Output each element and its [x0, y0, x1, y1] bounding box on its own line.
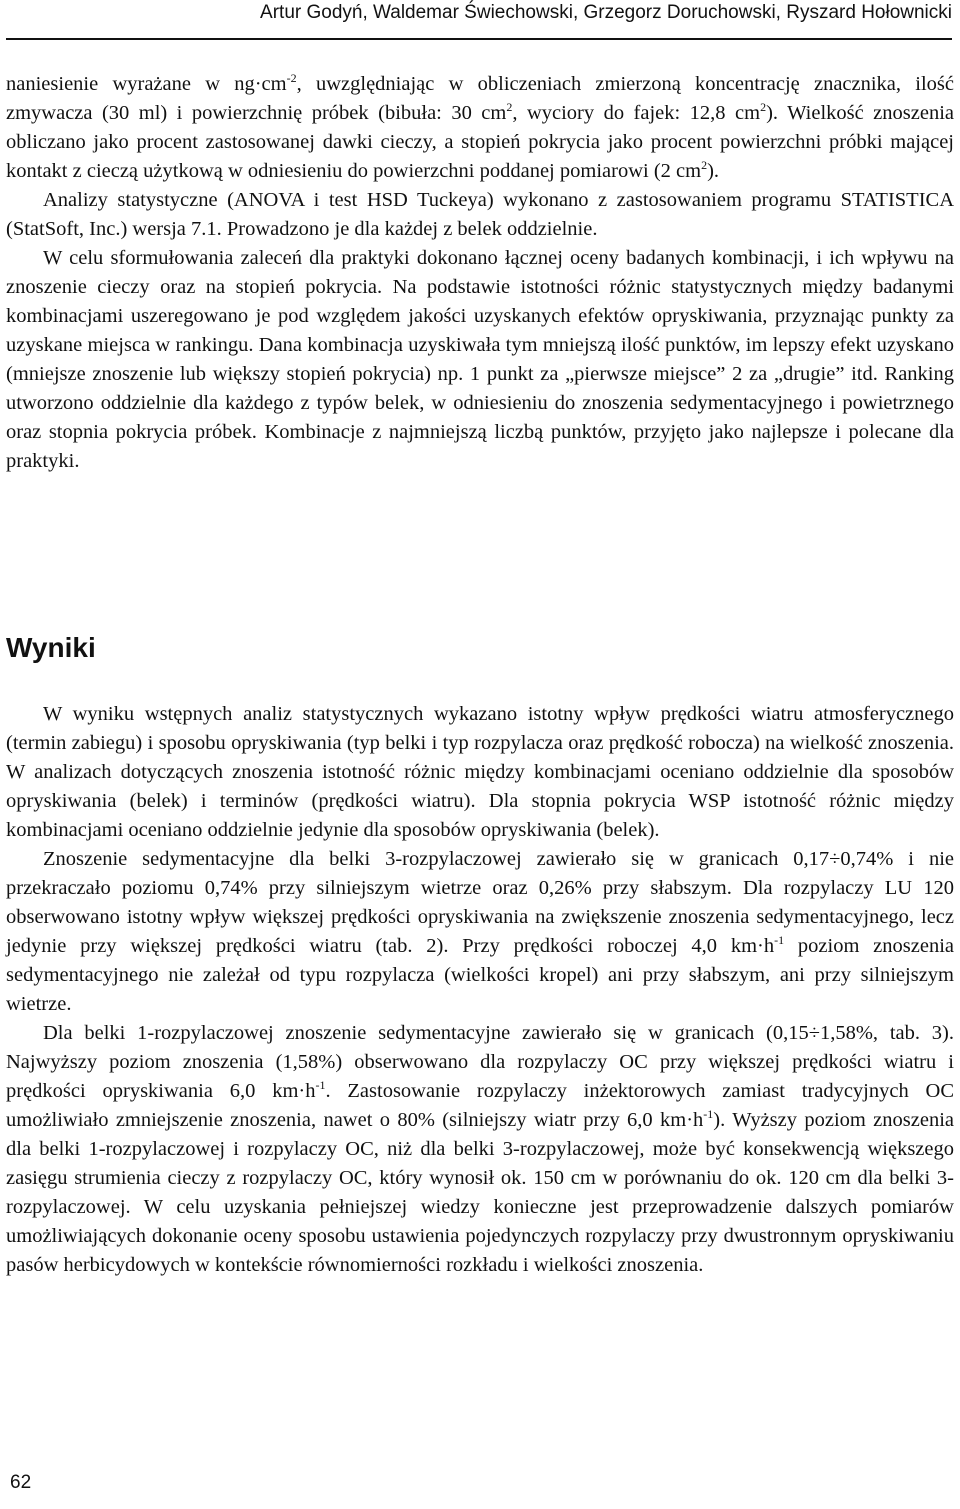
results-section — [6, 700, 954, 1280]
paragraph-statistics: Analizy statystyczne (ANOVA i test HSD Tuckeya) wykonano z zastosowaniem programu STATISTICA (StatSoft, Inc.) wersja 7.1. Prowadzono je dla każdej z belek oddzielnie. — [6, 189, 954, 240]
page-number: 62 — [10, 1472, 32, 1493]
running-header-authors: Artur Godyń, Waldemar Świechowski, Grzegorz Doruchowski, Ryszard Hołownicki — [260, 2, 952, 23]
paragraph-results-intro: W wyniku wstępnych analiz statystycznych wykazano istotny wpływ prędkości wiatru atmosferycznego (termin zabiegu) i sposobu opryskiwania (typ belki i typ rozpylacza oraz prędkość robocza) na wielkość znoszenia. W analizach dotyczących znoszenia istotność różnic między kombinacjami oceniano oddzielnie dla sposobów opryskiwania (belek) i terminów (prędkości wiatru). Dla stopnia pokrycia WSP istotność różnic między kombinacjami oceniano oddzielnie jedynie dla sposobów opryskiwania (belek). — [6, 703, 954, 841]
paragraph-sedimentation-3-nozzle: Znoszenie sedymentacyjne dla belki 3-rozpylaczowej zawierało się w granicach 0,17÷0,74% i nie przekraczało poziomu 0,74% przy silniejszym wietrze oraz 0,26% przy słabszym. Dla rozpylaczy LU 120 obserwowano istotny wpływ większej prędkości opryskiwania na zwiększenie znoszenia sedymentacyjnego, lecz jedynie przy większej prędkości wiatru (tab. 2). Przy prędkości roboczej 4,0 $km\cdot h^{-1}$ poziom znoszenia sedymentacyjnego nie zależał od typu rozpylacza (wielkości kropel) ani przy słabszym, ani przy silniejszym wietrze. — [6, 848, 955, 1015]
paragraph-ranking: W celu sformułowania zaleceń dla praktyki dokonano łącznej oceny badanych kombinacji, i ich wpływu na znoszenie cieczy oraz na stopień pokrycia. Na podstawie istotności różnic statystycznych między badanymi kombinacjami uszeregowano je pod względem jakości uzyskanych efektów opryskiwania, przyznając punkty za uzyskane miejsca w rankingu. Dana kombinacja uzyskiwała tym mniejszą ilość punktów, im lepszy efekt uzyskano (mniejsze znoszenie lub większy stopień pokrycia) np. 1 punkt za „pierwsze miejsce” 2 za „drugie” itd. Ranking utworzono oddzielnie dla każdego z typów belek, w odniesieniu do znoszenia sedymentacyjnego i powietrznego oraz stopnia pokrycia próbek. Kombinacje z najmniejszą liczbą punktów, przyjęto jako najlepsze i polecane dla praktyki. — [6, 247, 954, 472]
header-rule — [6, 38, 952, 40]
methods-section — [6, 70, 954, 476]
section-heading-wyniki: Wyniki — [6, 632, 96, 663]
paragraph-naniesienie: naniesienie wyrażane w $ng\cdot cm^{-2}$, uwzględniając w obliczeniach zmierzoną koncentrację znacznika, ilość zmywacza (30 ml) i powierzchnię próbek (bibuła: 30 $cm^2$, wyciory do fajek: 12,8 $cm^2$). Wielkość znoszenia obliczano jako procent zastosowanej dawki cieczy, a stopień pokrycia jako procent powierzchni próbki mającej kontakt z cieczą użytkową w odniesieniu do powierzchni poddanej pomiarowi (2 $cm^2$). — [6, 71, 955, 182]
paragraph-sedimentation-1-nozzle: Dla belki 1-rozpylaczowej znoszenie sedymentacyjne zawierało się w granicach (0,15÷1,58%, tab. 3). Najwyższy poziom znoszenia (1,58%) obserwowano dla rozpylaczy OC przy większej prędkości wiatru i prędkości opryskiwania 6,0 $km\cdot h^{-1}$. Zastosowanie rozpylaczy inżektorowych zamiast tradycyjnych OC umożliwiało zmniejszenie znoszenia, nawet o 80% (silniejszy wiatr przy 6,0 $km\cdot h^{-1}$). Wyższy poziom znoszenia dla belki 1-rozpylaczowej i rozpylaczy OC, niż dla belki 3-rozpylaczowej, może być konsekwencją większego zasięgu strumienia cieczy z rozpylaczy OC, który wynosił ok. 150 cm w porównaniu do ok. 120 cm dla belki 3-rozpylaczowej. W celu uzyskania pełniejszej wiedzy konieczne jest przeprowadzenie dalszych pomiarów umożliwiających dokonanie oceny sposobu ustawienia pojedynczych rozpylaczy przy dwustronnym opryskiwaniu pasów herbicydowych w kontekście równomierności rozkładu i wielkości znoszenia. — [6, 1022, 954, 1276]
